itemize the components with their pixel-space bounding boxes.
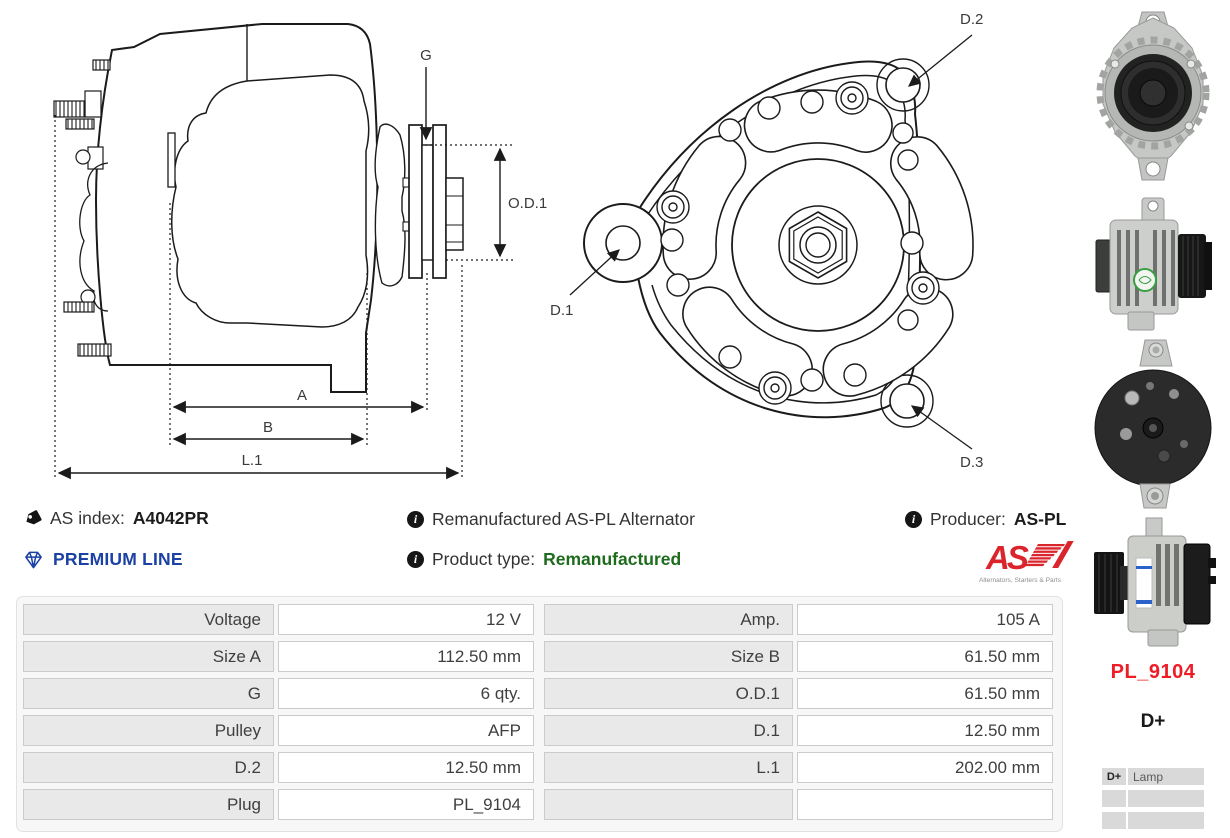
- terminal-cell: [1128, 812, 1204, 829]
- description-text: Remanufactured AS-PL Alternator: [432, 509, 695, 529]
- spec-value: AFP: [278, 715, 534, 746]
- dim-label-d1: D.1: [550, 302, 574, 319]
- spec-label: D.2: [23, 752, 274, 783]
- terminal-table: [1102, 768, 1204, 834]
- dim-label-d3: D.3: [960, 454, 984, 471]
- logo-text: AS: [986, 539, 1026, 576]
- spec-label: D.1: [544, 715, 793, 746]
- tag-icon: [23, 509, 42, 528]
- spec-value: [797, 789, 1053, 820]
- spec-label: Pulley: [23, 715, 274, 746]
- spec-label: G: [23, 678, 274, 709]
- terminal-cell: D+: [1102, 768, 1126, 785]
- spec-value: 12 V: [278, 604, 534, 635]
- spec-label: [544, 789, 793, 820]
- producer-value: AS-PL: [1013, 509, 1067, 529]
- description-row: [407, 509, 695, 530]
- terminal-table-row: [1102, 768, 1204, 785]
- spec-value: PL_9104: [278, 789, 534, 820]
- terminal-table-row: [1102, 790, 1204, 807]
- premium-line-label: PREMIUM LINE: [53, 549, 183, 569]
- as-index-label: AS index:: [50, 508, 125, 528]
- plug-code: PL_9104: [1110, 661, 1196, 683]
- terminal-label: D+: [1140, 711, 1166, 732]
- dim-label-d2: D.2: [960, 11, 984, 28]
- spec-label: L.1: [544, 752, 793, 783]
- terminal-cell: [1102, 790, 1126, 807]
- dim-label-a: A: [296, 387, 308, 404]
- spec-value: 6 qty.: [278, 678, 534, 709]
- spec-value: 12.50 mm: [797, 715, 1053, 746]
- alternator-front-diagram: [540, 5, 1030, 483]
- producer-label: Producer:: [930, 509, 1006, 529]
- spec-value: 12.50 mm: [278, 752, 534, 783]
- table-row: [23, 752, 1062, 783]
- spec-table: [16, 596, 1063, 832]
- table-row: [23, 715, 1062, 746]
- dim-label-g: G: [420, 47, 432, 64]
- dim-label-b: B: [262, 419, 274, 436]
- spec-label: Voltage: [23, 604, 274, 635]
- table-row: [23, 678, 1062, 709]
- terminal-cell: [1102, 812, 1126, 829]
- as-pl-logo: [964, 536, 1076, 588]
- producer-row: [905, 509, 1066, 530]
- product-photo-side-pulley-left[interactable]: [1090, 514, 1217, 652]
- spec-label: Size B: [544, 641, 793, 672]
- terminal-cell: [1128, 790, 1204, 807]
- product-type-value: Remanufactured: [543, 549, 682, 569]
- front-view-housing: [584, 59, 988, 427]
- table-row: [23, 789, 1062, 820]
- as-index-value: A4042PR: [132, 508, 209, 528]
- product-photo-front[interactable]: [1090, 6, 1217, 186]
- spec-label: Amp.: [544, 604, 793, 635]
- product-type-row: [407, 549, 681, 570]
- product-photo-side-pulley-right[interactable]: [1090, 192, 1217, 338]
- spec-label: Size A: [23, 641, 274, 672]
- spec-label: O.D.1: [544, 678, 793, 709]
- table-row: [23, 641, 1062, 672]
- diamond-icon: [22, 550, 45, 570]
- spec-value: 112.50 mm: [278, 641, 534, 672]
- spec-value: 61.50 mm: [797, 678, 1053, 709]
- premium-line-row: [22, 549, 183, 570]
- dim-label-od1: O.D.1: [508, 195, 548, 212]
- alternator-side-diagram: [30, 15, 550, 485]
- logo-tagline: Alternators, Starters & Parts: [978, 577, 1062, 584]
- table-row: [23, 604, 1062, 635]
- terminal-table-row: [1102, 812, 1204, 829]
- terminal-cell: Lamp: [1128, 768, 1204, 785]
- product-photo-rear[interactable]: [1090, 336, 1217, 514]
- dim-label-l1: L.1: [241, 452, 263, 469]
- info-icon: i: [905, 511, 922, 528]
- spec-value: 202.00 mm: [797, 752, 1053, 783]
- side-view-body: [54, 24, 463, 392]
- spec-value: 105 A: [797, 604, 1053, 635]
- info-icon: i: [407, 511, 424, 528]
- spec-value: 61.50 mm: [797, 641, 1053, 672]
- spec-label: Plug: [23, 789, 274, 820]
- as-index-row: [23, 508, 209, 529]
- product-type-label: Product type:: [432, 549, 536, 569]
- info-icon: i: [407, 551, 424, 568]
